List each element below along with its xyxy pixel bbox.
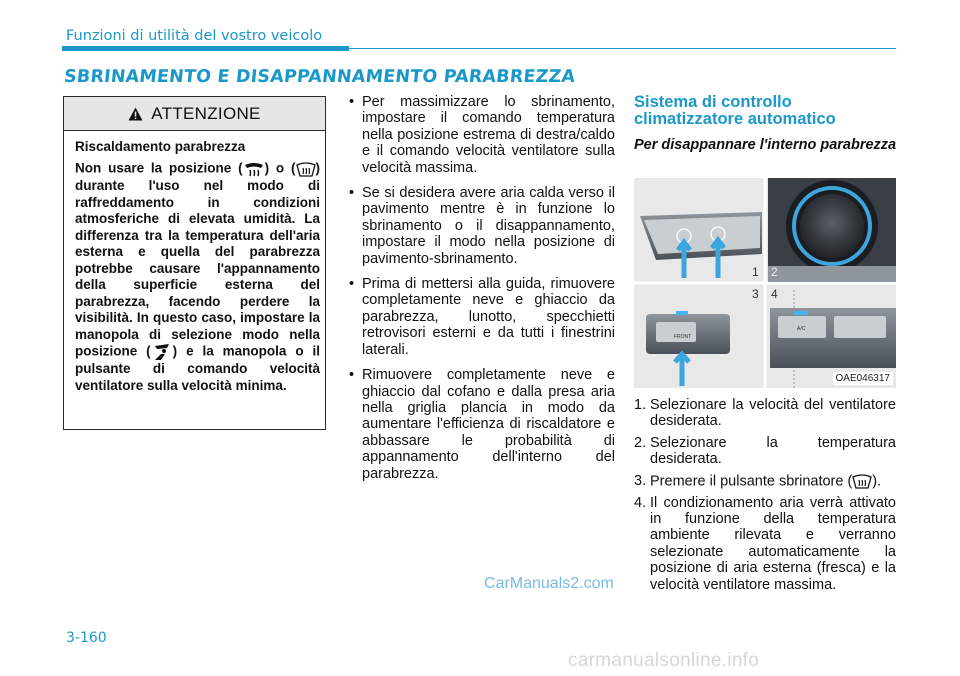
warning-text bbox=[75, 160, 320, 394]
step-number: 4. bbox=[634, 494, 647, 511]
floor-defrost-mode-icon bbox=[151, 343, 173, 361]
bullet-item: • Per massimizzare lo sbrinamento, impostare il comando temperatura nella posizione estrema di destra/caldo e il comando velocità ventilatore sulla velocità massima. bbox=[345, 94, 615, 176]
watermark-carmanuals2: CarManuals2.com bbox=[484, 575, 614, 592]
windshield-defrost-icon bbox=[296, 161, 316, 178]
subsection-title: Sistema di controllo climatizzatore automatico bbox=[634, 93, 836, 128]
warning-text-part: Non usare la posizione ( bbox=[75, 160, 243, 176]
step-text: Premere il pulsante sbrinatore ( bbox=[650, 472, 853, 489]
figure-label-1: 1 bbox=[752, 265, 759, 279]
figure-code: OAE046317 bbox=[833, 372, 894, 385]
bullet-item: • Se si desidera avere aria calda verso il pavimento mentre è in funzione lo sbrinamento o il disappannamento, impostare il modo nella posizione di pavimento-sbrinamento. bbox=[345, 185, 615, 267]
figure-label-3: 3 bbox=[752, 287, 759, 301]
header-rule-thick bbox=[62, 46, 349, 51]
step-number: 3. bbox=[634, 472, 647, 489]
warning-text-part: ) durante l'uso nel modo di raffreddamento in condizioni atmosferiche di elevata umidità. La differenza tra la temperatura dell'aria esterna e quella del parabrezza potrebbe causare l'appannamento della superficie esterna del parabrezza, facendo perdere la visibilità. In questo caso, impostare la manopola di selezione modo nella posizione ( bbox=[75, 160, 320, 359]
step-text-end: ). bbox=[872, 472, 882, 489]
warning-box bbox=[63, 96, 326, 430]
warning-body bbox=[75, 139, 320, 394]
control-panel-figure bbox=[634, 178, 896, 388]
step-text: Il condizionamento aria verrà attivato in funzione della temperatura ambiente rilevata e verranno selezionate automaticamente la posizione di aria esterna (fresca) e la velocità ventilatore massima. bbox=[650, 494, 896, 593]
warning-subtitle: Riscaldamento parabrezza bbox=[75, 139, 246, 154]
subsection-subtitle: Per disappannare l'interno parabrezza bbox=[634, 137, 897, 153]
watermark-carmanualsonline: carmanualsonline.info bbox=[568, 650, 760, 671]
control-panel-illustration bbox=[634, 178, 896, 388]
steps-list bbox=[634, 397, 896, 598]
figure-front-label: FRONT bbox=[674, 334, 692, 340]
step-item bbox=[634, 473, 896, 490]
step-item bbox=[634, 435, 896, 468]
step-item bbox=[634, 495, 896, 593]
figure-ac-label: A/C bbox=[797, 326, 806, 332]
figure-label-4: 4 bbox=[771, 287, 778, 301]
page-number: 3-160 bbox=[66, 630, 107, 646]
warning-label: ATTENZIONE bbox=[151, 103, 261, 123]
windshield-defrost-icon bbox=[852, 473, 872, 490]
bullet-list bbox=[345, 94, 615, 491]
warning-text-part: ) e la manopola o il pulsante di comando velocità ventilatore sulla velocità minima. bbox=[75, 343, 320, 393]
step-text: Selezionare la velocità del ventilatore desiderata. bbox=[650, 397, 896, 430]
warning-triangle-icon bbox=[128, 107, 143, 121]
step-number: 2. bbox=[634, 434, 647, 451]
windshield-defrost-mode-icon bbox=[243, 160, 265, 178]
bullet-item: • Rimuovere completamente neve e ghiaccio dal cofano e dalla presa aria nella griglia plancia in modo da aumentare l'efficienza di riscaldatore e abbassare le probabilità di appannamento dell'interno del parabrezza. bbox=[345, 367, 615, 482]
step-text: Selezionare la temperatura desiderata. bbox=[650, 434, 896, 468]
warning-header bbox=[64, 97, 325, 131]
step-item bbox=[634, 397, 896, 430]
figure-label-2: 2 bbox=[771, 265, 778, 279]
section-title: SBRINAMENTO E DISAPPANNAMENTO PARABREZZA bbox=[62, 67, 577, 87]
warning-text-part: ) o ( bbox=[264, 160, 296, 176]
header-title: Funzioni di utilità del vostro veicolo bbox=[66, 28, 323, 44]
step-number: 1. bbox=[634, 397, 647, 413]
header-rule-thin bbox=[349, 48, 896, 49]
bullet-item: • Prima di mettersi alla guida, rimuovere completamente neve e ghiaccio da parabrezza, lunotto, specchietti retrovisori esterni e da tutti i finestrini laterali. bbox=[345, 276, 615, 358]
